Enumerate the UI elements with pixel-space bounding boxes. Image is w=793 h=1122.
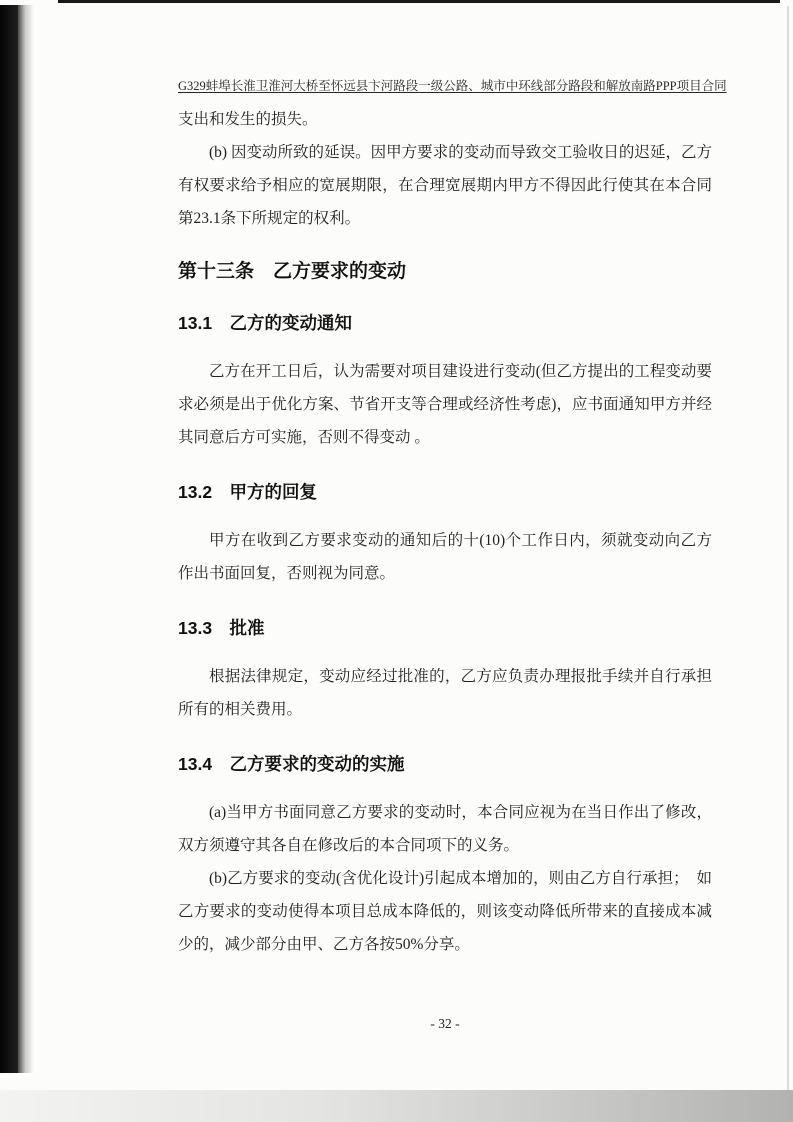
scan-edge-right: [787, 6, 789, 1090]
section-13-2-paragraph: 甲方在收到乙方要求变动的通知后的十(10)个工作日内，须就变动向乙方作出书面回复，否则视为同意。: [178, 532, 712, 582]
section-13-4-paragraph-b: (b)乙方要求的变动(含优化设计)引起成本增加的，则由乙方自行承担； 如乙方要求的变动使得本项目总成本降低的，则该变动降低所带来的直接成本减少的，减少部分由甲、乙方各按50%分享。: [178, 870, 712, 953]
intro-clause-b-paragraph: (b) 因变动所致的延误。因甲方要求的变动而导致交工验收日的迟延，乙方有权要求给予相应的宽展期限，在合理宽展期内甲方不得因此行使其在本合同第23.1条下所规定的权利。: [178, 144, 712, 227]
section-heading-13-3: 13.3 批准: [178, 618, 265, 638]
section-body-13-3: [178, 660, 712, 726]
section-body-13-4: [178, 796, 712, 961]
scan-edge-bottom: [0, 1090, 793, 1122]
page-number: - 32 -: [430, 1016, 460, 1031]
section-body-13-2: [178, 524, 712, 590]
article-13-heading: 第十三条 乙方要求的变动: [178, 261, 407, 282]
section-heading-13-2: 13.2 甲方的回复: [178, 482, 318, 502]
section-heading-13-4: 13.4 乙方要求的变动的实施: [178, 754, 405, 774]
section-13-4-paragraph-a: (a)当甲方书面同意乙方要求的变动时，本合同应视为在当日作出了修改，双方须遵守其各自在修改后的本合同项下的义务。: [178, 804, 712, 854]
scan-edge-top: [58, 0, 780, 3]
scan-edge-left: [0, 5, 18, 1073]
section-13-1-paragraph: 乙方在开工日后，认为需要对项目建设进行变动(但乙方提出的工程变动要求必须是出于优化方案、节省开支等合理或经济性考虑)，应书面通知甲方并经其同意后方可实施，否则不得变动 。: [178, 363, 712, 446]
page-content: [178, 78, 727, 961]
section-body-13-1: [178, 355, 712, 454]
intro-continuation-paragraph: 支出和发生的损失。: [178, 111, 318, 128]
running-header: G329蚌埠长淮卫淮河大桥至怀远县卞河路段一级公路、城市中环线部分路段和解放南路PPP项目合同: [178, 79, 727, 93]
section-13-3-paragraph: 根据法律规定，变动应经过批准的，乙方应负责办理报批手续并自行承担所有的相关费用。: [178, 668, 712, 718]
intro-block: [178, 103, 712, 235]
section-heading-13-1: 13.1 乙方的变动通知: [178, 313, 353, 333]
scan-edge-left-fade: [18, 5, 34, 1073]
